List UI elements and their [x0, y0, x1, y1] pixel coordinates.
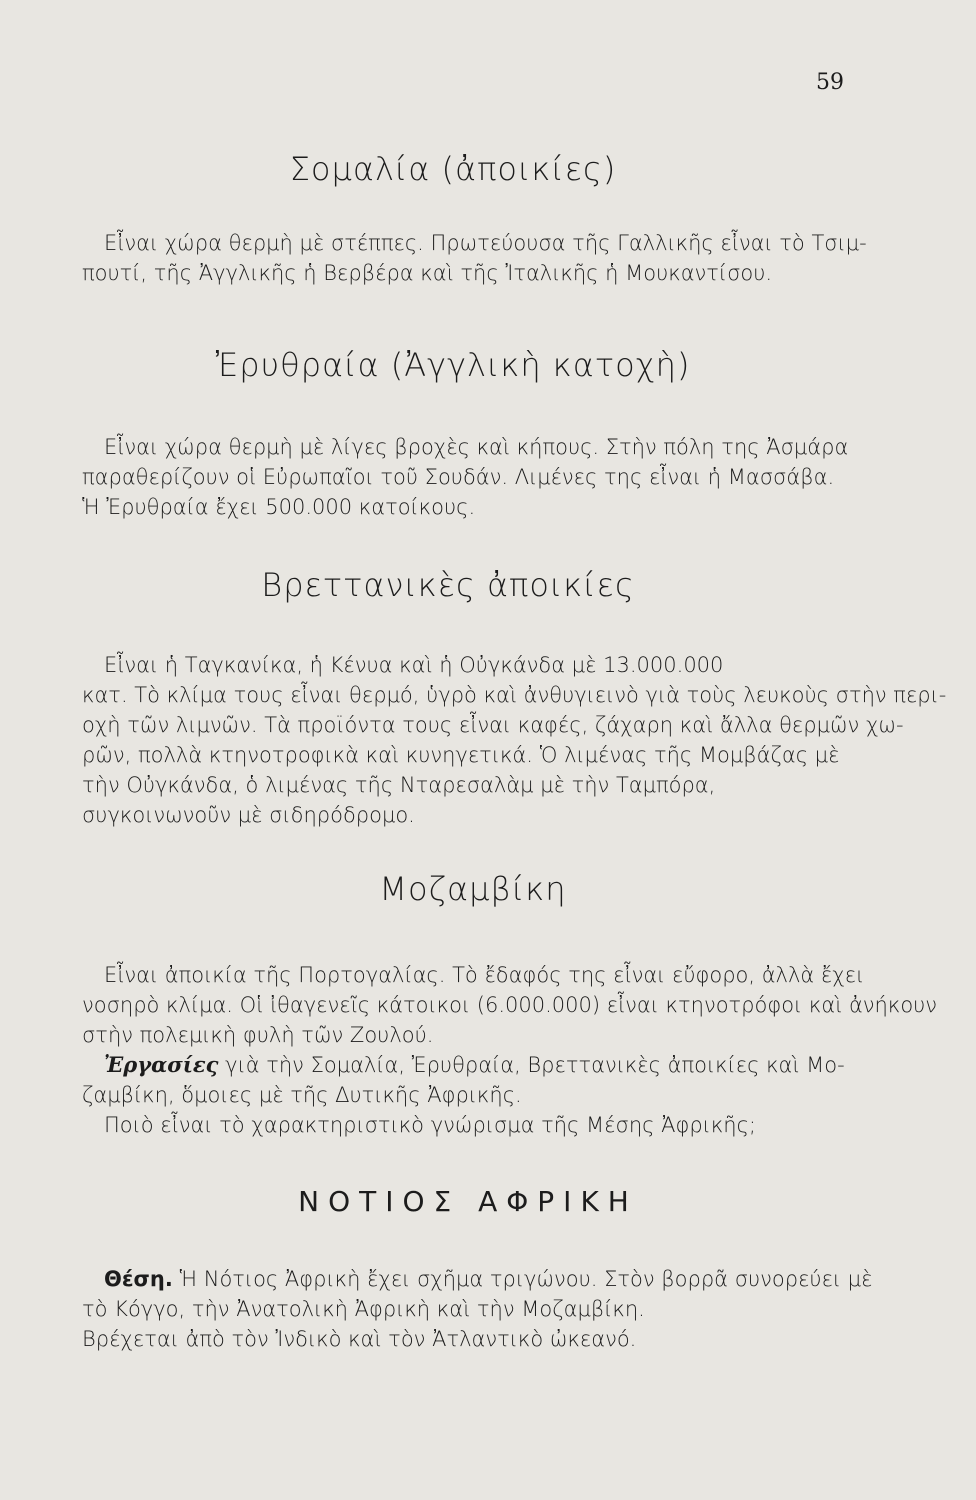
paragraph-somalia	[82, 228, 902, 288]
exercise-text: γιὰ τὴν Σομαλία, Ἐρυθραία, Βρεττανικὲς ἀποικίες καὶ Μο-	[225, 1053, 845, 1077]
exercise-line	[82, 1050, 902, 1080]
position-label: Θέση.	[104, 1267, 173, 1291]
text-line: Ποιὸ εἶναι τὸ χαρακτηριστικὸ γνώρισμα τῆς Μέσης Ἀφρικῆς;	[104, 1113, 756, 1137]
text-line: τὸ Κόγγο, τὴν Ἀνατολικὴ Ἀφρικὴ καὶ τὴν Μοζαμβίκη.	[82, 1297, 645, 1321]
text-line: κατ. Τὸ κλίμα τους εἶναι θερμό, ὑγρὸ καὶ ἀνθυγιεινὸ γιὰ τοὺς λευκοὺς στὴν περι-	[82, 683, 947, 707]
text-line: νοσηρὸ κλίμα. Οἱ ἰθαγενεῖς κάτοικοι (6.000.000) εἶναι κτηνοτρόφοι καὶ ἀνήκουν	[82, 993, 938, 1017]
position-text: Ἡ Νότιος Ἀφρικὴ ἔχει σχῆμα τριγώνου. Στὸν βορρᾶ συνορεύει μὲ	[179, 1267, 873, 1291]
heading-eritrea: Ἐρυθραία (Ἀγγλικὴ κατοχὴ)	[215, 346, 691, 384]
heading-mozambique: Μοζαμβίκη	[379, 870, 567, 908]
text-line: Ἡ Ἐρυθραία ἔχει 500.000 κατοίκους.	[82, 495, 476, 519]
paragraph-eritrea	[82, 432, 902, 522]
text-line: τὴν Οὐγκάνδα, ὁ λιμένας τῆς Νταρεσαλὰμ μὲ τὴν Ταμπόρα,	[82, 773, 716, 797]
text-line: ζαμβίκη, ὅμοιες μὲ τῆς Δυτικῆς Ἀφρικῆς.	[82, 1083, 522, 1107]
page-number: 59	[816, 70, 844, 95]
paragraph-mozambique	[82, 960, 938, 1140]
exercise-label: Ἐργασίες	[104, 1052, 219, 1077]
text-line: συγκοινωνοῦν μὲ σιδηρόδρομο.	[82, 803, 415, 827]
paragraph-south-africa	[82, 1264, 902, 1354]
text-line: στὴν πολεμικὴ φυλὴ τῶν Ζουλού.	[82, 1023, 434, 1047]
position-line	[82, 1264, 902, 1294]
text-line: οχὴ τῶν λιμνῶν. Τὰ προϊόντα τους εἶναι καφές, ζάχαρη καὶ ἄλλα θερμῶν χω-	[82, 713, 904, 737]
heading-british-colonies: Βρεττανικὲς ἀποικίες	[261, 566, 635, 604]
text-line: Εἶναι ἀποικία τῆς Πορτογαλίας. Τὸ ἔδαφός της εἶναι εὔφορο, ἀλλὰ ἔχει	[104, 963, 865, 987]
text-line: Βρέχεται ἀπὸ τὸν Ἰνδικὸ καὶ τὸν Ἀτλαντικὸ ὠκεανό.	[82, 1327, 637, 1351]
text-line: παραθερίζουν οἱ Εὐρωπαῖοι τοῦ Σουδάν. Λιμένες της εἶναι ἡ Μασσάβα.	[82, 465, 835, 489]
paragraph-british-colonies	[82, 650, 947, 830]
text-line: Εἶναι ἡ Ταγκανίκα, ἡ Κένυα καὶ ἡ Οὐγκάνδα μὲ 13.000.000	[104, 653, 724, 677]
text-line: Εἶναι χώρα θερμὴ μὲ λίγες βροχὲς καὶ κήπους. Στὴν πόλη της Ἀσμάρα	[104, 435, 849, 459]
heading-somalia: Σομαλία (ἀποικίες)	[289, 150, 617, 188]
text-line: Εἶναι χώρα θερμὴ μὲ στέππες. Πρωτεύουσα τῆς Γαλλικῆς εἶναι τὸ Τσιμ-	[104, 231, 867, 255]
text-line: πουτί, τῆς Ἀγγλικῆς ἡ Βερβέρα καὶ τῆς Ἰταλικῆς ἡ Μουκαντίσου.	[82, 261, 773, 285]
text-line: ρῶν, πολλὰ κτηνοτροφικὰ καὶ κυνηγετικά. Ὁ λιμένας τῆς Μομβάζας μὲ	[82, 743, 840, 767]
heading-south-africa: ΝΟΤΙΟΣ ΑΦΡΙΚΗ	[298, 1185, 638, 1218]
